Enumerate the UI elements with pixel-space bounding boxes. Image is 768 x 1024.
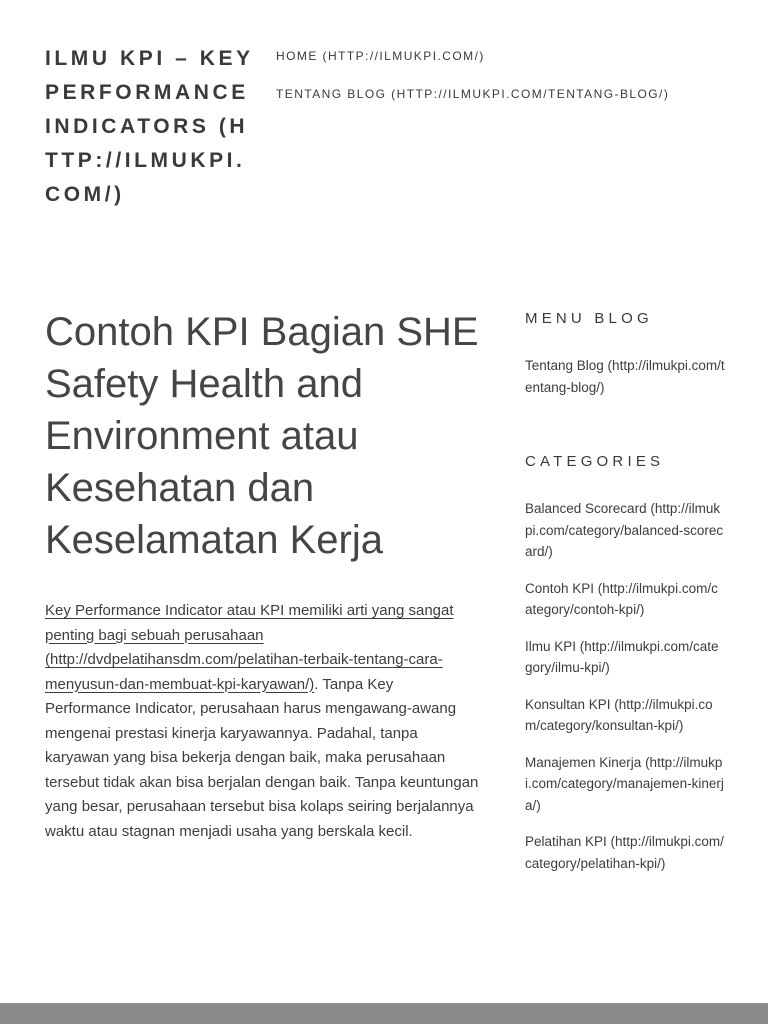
sidebar-item-pelatihan-kpi[interactable]: Pelatihan KPI (http://ilmukpi.com/category/pelatihan-kpi/) <box>525 834 724 871</box>
site-header <box>45 42 725 212</box>
post-intro-paragraph <box>45 599 483 844</box>
sidebar-item-tentang-blog[interactable]: Tentang Blog (http://ilmukpi.com/tentang-blog/) <box>525 358 725 395</box>
main-nav <box>276 42 669 125</box>
menu-blog-list <box>525 355 725 398</box>
menu-blog-heading: MENU BLOG <box>525 310 653 327</box>
sidebar <box>525 306 725 889</box>
sidebar-item-manajemen-kinerja[interactable]: Manajemen Kinerja (http://ilmukpi.com/category/manajemen-kinerja/) <box>525 754 724 813</box>
sidebar-item-konsultan-kpi[interactable]: Konsultan KPI (http://ilmukpi.com/category/konsultan-kpi/) <box>525 696 713 733</box>
intro-text: . Tanpa Key Performance Indicator, perusahaan harus mengawang-awang mengenai prestasi kinerja karyawannya. Padahal, tanpa karyawan yang bisa bekerja dengan baik, maka perusahaan tersebut tidak akan bisa berjalan dengan baik. Tanpa keuntungan yang besar, perusahaan tersebut bisa kolaps seiring berjalannya waktu atau stagnan menjadi usaha yang berskala kecil. <box>45 675 479 840</box>
nav-link-home[interactable]: HOME (HTTP://ILMUKPI.COM/) <box>276 49 485 63</box>
sidebar-item-balanced-scorecard[interactable]: Balanced Scorecard (http://ilmukpi.com/category/balanced-scorecard/) <box>525 501 724 559</box>
categories-list <box>525 498 725 874</box>
post-title: Contoh KPI Bagian SHE Safety Health and Environment atau Kesehatan dan Keselamatan Kerja <box>45 310 479 562</box>
site-title-link[interactable]: ILMU KPI – KEY PERFORMANCE INDICATORS (HTTP://ILMUKPI.COM/) <box>45 47 254 206</box>
categories-heading: CATEGORIES <box>525 453 665 470</box>
article <box>45 306 483 889</box>
sidebar-item-ilmu-kpi[interactable]: Ilmu KPI (http://ilmukpi.com/category/ilmu-kpi/) <box>525 638 719 675</box>
nav-link-tentang-blog[interactable]: TENTANG BLOG (HTTP://ILMUKPI.COM/TENTANG-BLOG/) <box>276 87 670 101</box>
intro-inline-link[interactable]: Key Performance Indicator atau KPI memiliki arti yang sangat penting bagi sebuah perusahaan (http://dvdpelatihansdm.com/pelatihan-terbaik-tentang-cara-menyusun-dan-membuat-kpi-karyawan/) <box>45 602 454 693</box>
main-content <box>45 306 725 889</box>
sidebar-item-contoh-kpi[interactable]: Contoh KPI (http://ilmukpi.com/category/contoh-kpi/) <box>525 580 718 617</box>
document-edge-bar <box>0 1003 768 1024</box>
